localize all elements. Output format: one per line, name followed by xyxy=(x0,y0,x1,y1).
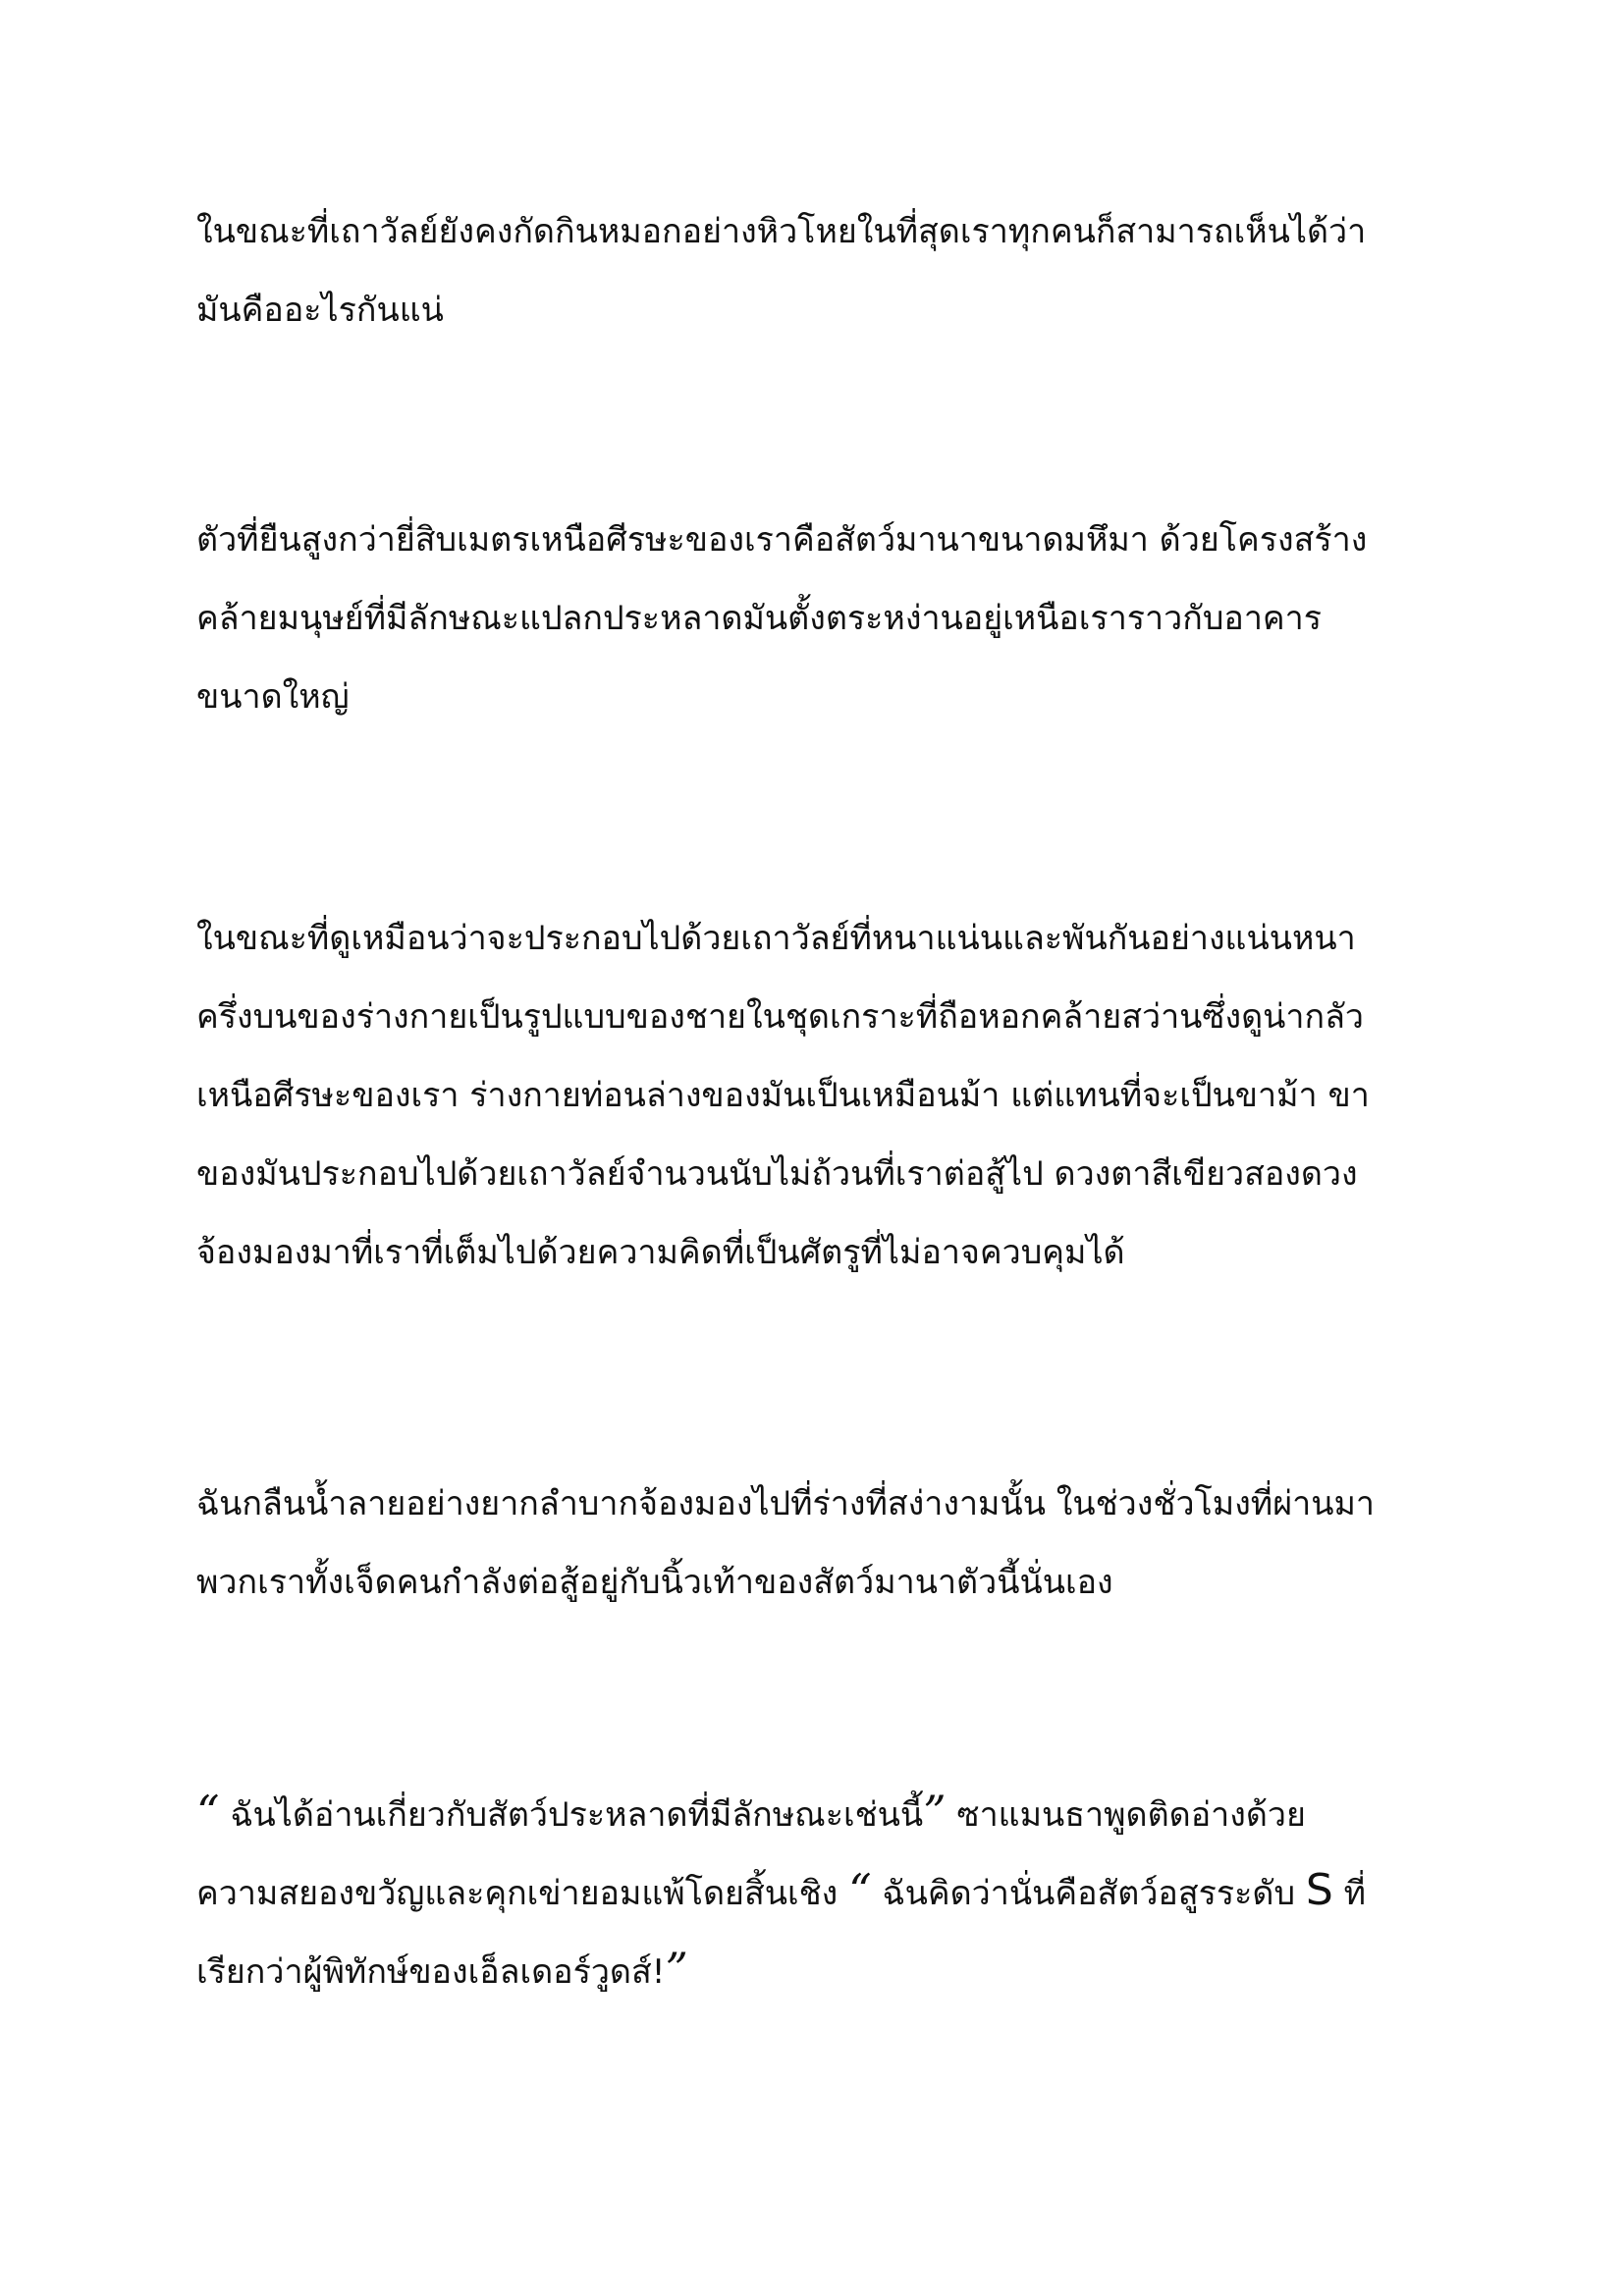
close-quote-mark: ” xyxy=(665,1943,688,1996)
text-line: ฉันกลืนน้ำลายอย่างยากลำบากจ้องมองไปที่ร่างที่สง่างามนั้น ในช่วงชั่วโมงที่ผ่านมา xyxy=(196,1484,1375,1523)
text-line: พวกเราทั้งเจ็ดคนกำลังต่อสู้อยู่กับนิ้วเท้าของสัตว์มานาตัวนี้นั่นเอง xyxy=(196,1563,1113,1602)
narration-text: ซาแมนธาพูดติดอ่างด้วย xyxy=(946,1795,1306,1835)
text-line: มันคืออะไรกันแน่ xyxy=(196,291,444,330)
text-line xyxy=(196,1930,1434,2008)
text-line: ในขณะที่ดูเหมือนว่าจะประกอบไปด้วยเถาวัลย์ที่หนาแน่นและพันกันอย่างแน่นหนา xyxy=(196,919,1356,958)
text-line xyxy=(196,1851,1434,1930)
text-line xyxy=(196,1773,1434,1851)
text-line: ในขณะที่เถาวัลย์ยังคงกัดกินหมอกอย่างหิวโหยในที่สุดเราทุกคนก็สามารถเห็นได้ว่า xyxy=(196,212,1367,251)
dialogue-text: ฉันได้อ่านเกี่ยวกับสัตว์ประหลาดที่มีลักษณะเช่นนี้ xyxy=(219,1795,924,1835)
open-quote-mark: “ xyxy=(196,1786,220,1839)
text-line: ของมันประกอบไปด้วยเถาวัลย์จำนวนนับไม่ถ้วนที่เราต่อสู้ไป ดวงตาสีเขียวสองดวง xyxy=(196,1154,1358,1194)
text-line: ครึ่งบนของร่างกายเป็นรูปแบบของชายในชุดเกราะที่ถือหอกคล้ายสว่านซึ่งดูน่ากลัว xyxy=(196,997,1365,1037)
paragraph-4 xyxy=(196,1465,1434,1622)
text-line: ตัวที่ยืนสูงกว่ายี่สิบเมตรเหนือศีรษะของเราคือสัตว์มานาขนาดมหึมา ด้วยโครงสร้าง xyxy=(196,520,1368,560)
text-line: คล้ายมนุษย์ที่มีลักษณะแปลกประหลาดมันตั้งตระหง่านอยู่เหนือเราราวกับอาคาร xyxy=(196,599,1323,638)
paragraph-1 xyxy=(196,192,1434,349)
paragraph-3 xyxy=(196,899,1434,1292)
narration-text: ความสยองขวัญและคุกเข่ายอมแพ้โดยสิ้นเชิง xyxy=(196,1874,849,1913)
paragraph-5-dialogue xyxy=(196,1773,1434,2008)
text-line: เหนือศีรษะของเรา ร่างกายท่อนล่างของมันเป็นเหมือนม้า แต่แทนที่จะเป็นขาม้า ขา xyxy=(196,1076,1370,1115)
dialogue-text: ฉันคิดว่านั่นคือสัตว์อสูรระดับ xyxy=(871,1874,1306,1913)
text-line: จ้องมองมาที่เราที่เต็มไปด้วยความคิดที่เป็นศัตรูที่ไม่อาจควบคุมได้ xyxy=(196,1233,1125,1272)
dialogue-text: ที่ xyxy=(1332,1874,1367,1913)
paragraph-2 xyxy=(196,501,1434,736)
rank-letter: S xyxy=(1305,1865,1333,1915)
open-quote-mark: “ xyxy=(848,1864,872,1917)
dialogue-text: เรียกว่าผู้พิทักษ์ของเอ็ลเดอร์วูดส์! xyxy=(196,1952,666,1992)
close-quote-mark: ” xyxy=(923,1786,947,1839)
text-line: ขนาดใหญ่ xyxy=(196,677,350,717)
